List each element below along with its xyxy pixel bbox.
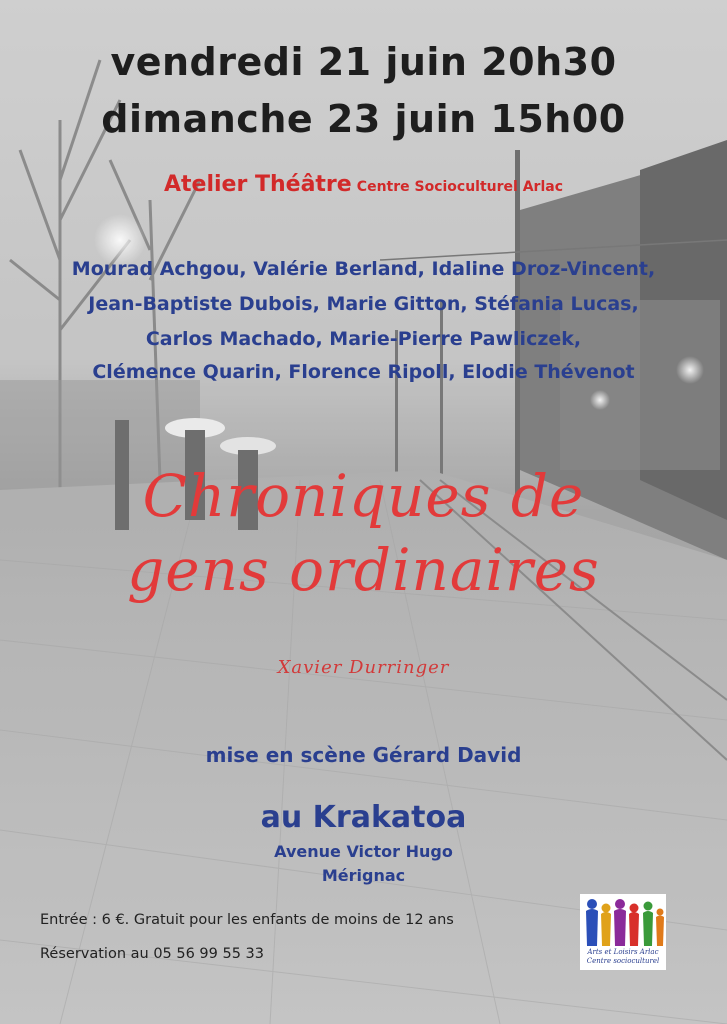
cast-line-4: Clémence Quarin, Florence Ripoll, Elodie Thévenot: [92, 361, 635, 383]
play-title-line-2: gens ordinaires: [127, 536, 600, 604]
venue-name: au Krakatoa: [260, 800, 467, 835]
cast-line-1: Mourad Achgou, Valérie Berland, Idaline Droz-Vincent,: [71, 258, 656, 280]
venue-city: Mérignac: [321, 866, 406, 885]
organizer-center: Centre Socioculturel Arlac: [356, 179, 563, 195]
organizer-line: [0, 172, 727, 197]
play-title-line-1: Chroniques de: [142, 462, 585, 530]
organizer-group: Atelier Théâtre: [164, 172, 352, 197]
cast-line-2: Jean-Baptiste Dubois, Marie Gitton, Stéfania Lucas,: [88, 293, 639, 315]
reservation-info: Réservation au 05 56 99 55 33: [40, 946, 265, 962]
date-line-1: vendredi 21 juin 20h30: [110, 40, 617, 84]
logo-text-line-1: Arts et Loisirs Arlac: [587, 948, 659, 956]
arlac-logo: [580, 894, 666, 970]
logo-text-line-2: Centre socioculturel: [586, 957, 660, 965]
cast-line-3: Carlos Machado, Marie-Pierre Pawliczek,: [145, 328, 582, 350]
author-name: Xavier Durringer: [277, 657, 450, 678]
date-line-2: dimanche 23 juin 15h00: [101, 97, 626, 141]
price-info: Entrée : 6 €. Gratuit pour les enfants de moins de 12 ans: [40, 912, 454, 928]
venue-street: Avenue Victor Hugo: [274, 842, 453, 861]
staging-credit: mise en scène Gérard David: [205, 743, 522, 767]
